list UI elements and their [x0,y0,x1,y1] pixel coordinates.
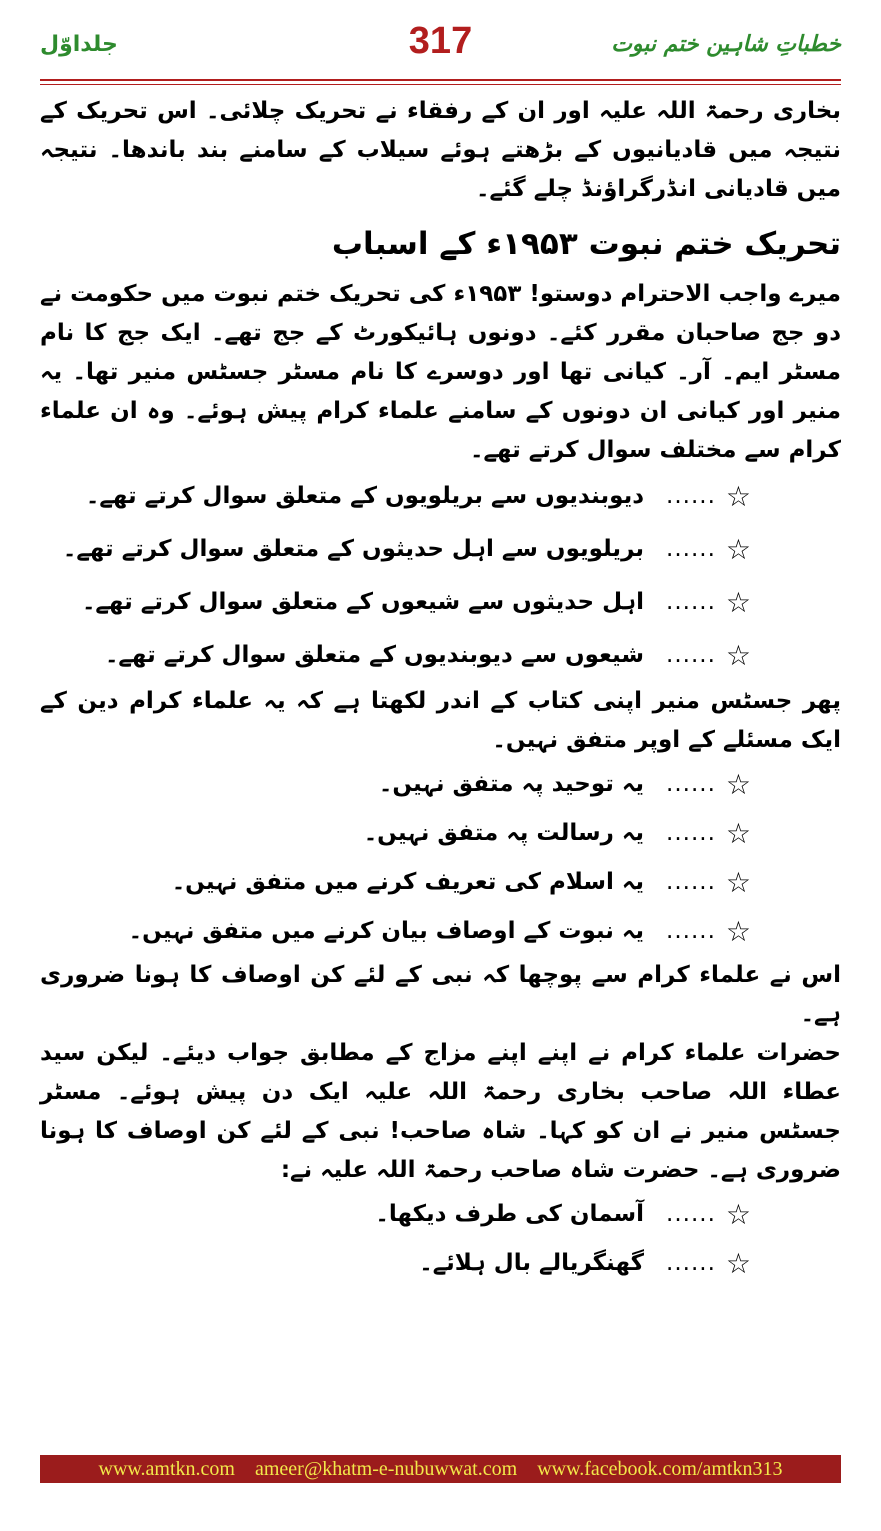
leader-dots: ...... [666,589,716,615]
page-body [40,92,841,1288]
leader-dots: ...... [666,483,716,509]
page-number: 317 [408,20,473,62]
list-item [40,470,751,523]
email-link[interactable]: ameer@khatm-e-nubuwwat.com [254,1457,518,1480]
leader-dots: ...... [666,1250,716,1276]
star-icon: ☆ [725,639,751,672]
list-item-text: شیعوں سے دیوبندیوں کے متعلق سوال کرتے تھے۔ [104,642,645,668]
leader-dots: ...... [666,869,716,895]
star-icon: ☆ [725,915,751,948]
paragraph-3: اس نے علماء کرام سے پوچھا کہ نبی کے لئے کن اوصاف کا ہونا ضروری ہے۔ [40,962,841,1027]
list-item [40,1190,751,1239]
leader-dots: ...... [666,771,716,797]
facebook-link[interactable]: www.facebook.com/amtkn313 [537,1457,783,1480]
paragraph-1: میرے واجب الاحترام دوستو! ۱۹۵۳ء کی تحریک ختم نبوت میں حکومت نے دو جج صاحبان مقرر کئے۔ دونوں ہائیکورٹ کے جج تھے۔ ایک جج کا نام مسٹر ایم۔ آر۔ کیانی تھا اور دوسرے کا نام مسٹر جسٹس منیر تھا۔ یہ منیر اور کیانی ان دونوں کے سامنے علماء کرام پیش ہوئے۔ وہ ان علماء کرام سے مختلف سوال کرتے تھے۔ [40,281,841,463]
list-item-text: آسمان کی طرف دیکھا۔ [375,1201,645,1227]
leader-dots: ...... [666,918,716,944]
website-link[interactable]: www.amtkn.com [98,1457,235,1480]
star-icon: ☆ [725,480,751,513]
page-header [40,18,841,70]
list-item-text: یہ اسلام کی تعریف کرنے میں متفق نہیں۔ [171,869,645,895]
star-icon: ☆ [725,533,751,566]
list-item [40,760,751,809]
star-icon: ☆ [725,1247,751,1280]
leader-dots: ...... [666,642,716,668]
list-item [40,1239,751,1288]
leader-dots: ...... [666,820,716,846]
star-icon: ☆ [725,586,751,619]
bullet-list-3 [40,1190,841,1288]
header-divider [40,79,841,81]
list-item-text: یہ توحید پہ متفق نہیں۔ [378,771,645,797]
list-item [40,576,751,629]
list-item-text: یہ نبوت کے اوصاف بیان کرنے میں متفق نہیں۔ [128,918,645,944]
star-icon: ☆ [725,866,751,899]
book-title: خطباتِ شاہین ختم نبوت [611,32,841,57]
list-item-text: دیوبندیوں سے بریلویوں کے متعلق سوال کرتے تھے۔ [85,483,645,509]
paragraph-4: حضرات علماء کرام نے اپنے اپنے مزاج کے مطابق جواب دیئے۔ لیکن سید عطاء اللہ صاحب بخاری رحمۃ اللہ علیہ ایک دن پیش ہوئے۔ مسٹر جسٹس منیر نے ان کو کہا۔ شاہ صاحب! نبی کے لئے کن اوصاف کا ہونا ضروری ہے۔ حضرت شاہ صاحب رحمۃ اللہ علیہ نے: [40,1040,841,1183]
list-item [40,629,751,682]
bullet-list-2 [40,760,841,956]
list-item [40,907,751,956]
list-item-text: اہل حدیثوں سے شیعوں کے متعلق سوال کرتے تھے۔ [81,589,645,615]
list-item-text: بریلویوں سے اہل حدیثوں کے متعلق سوال کرتے تھے۔ [62,536,645,562]
list-item [40,523,751,576]
intro-paragraph: بخاری رحمۃ اللہ علیہ اور ان کے رفقاء نے تحریک چلائی۔ اس تحریک کے نتیجہ میں قادیانیوں کے بڑھتے ہوئے سیلاب کے سامنے بند باندھا۔ نتیجہ میں قادیانی انڈرگراؤنڈ چلے گئے۔ [40,98,841,202]
page-footer [40,1455,841,1483]
list-item-text: گھنگریالے بال ہلائے۔ [419,1250,645,1276]
header-divider-thin [40,84,841,85]
section-heading: تحریک ختم نبوت ۱۹۵۳ء کے اسباب [331,226,841,262]
paragraph-2: پھر جسٹس منیر اپنی کتاب کے اندر لکھتا ہے کہ یہ علماء کرام دین کے ایک مسئلے کے اوپر متفق نہیں۔ [40,688,841,753]
bullet-list-1 [40,470,841,682]
leader-dots: ...... [666,536,716,562]
star-icon: ☆ [725,817,751,850]
star-icon: ☆ [725,1198,751,1231]
star-icon: ☆ [725,768,751,801]
list-item-text: یہ رسالت پہ متفق نہیں۔ [363,820,645,846]
list-item [40,858,751,907]
list-item [40,809,751,858]
leader-dots: ...... [666,1201,716,1227]
volume-label: جلداوّل [40,32,118,57]
